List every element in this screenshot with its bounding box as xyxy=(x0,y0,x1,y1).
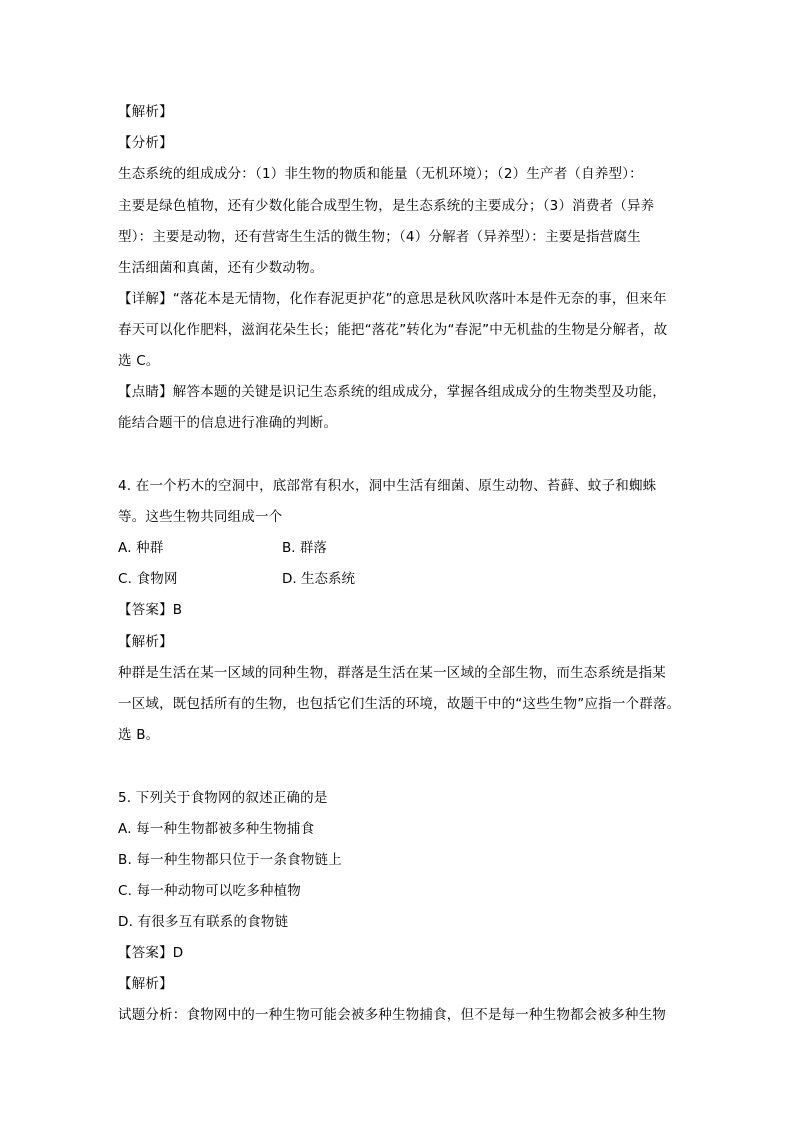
q4-option-b: B. 群落 xyxy=(282,540,327,556)
dianjing-line: 【点睛】解答本题的关键是识记生态系统的组成成分，掌握各组成成分的生物类型及功能， xyxy=(118,384,666,400)
q4-jiexi-tag: 【解析】 xyxy=(118,634,173,650)
q4-option-a: A. 种群 xyxy=(118,540,164,556)
q4-option-c: C. 食物网 xyxy=(118,571,178,587)
q5-stem: 5. 下列关于食物网的叙述正确的是 xyxy=(118,790,328,806)
q5-jiexi-line: 试题分析：食物网中的一种生物可能会被多种生物捕食，但不是每一种生物都会被多种生物 xyxy=(118,1007,666,1023)
fenxi-line: 生活细菌和真菌，还有少数动物。 xyxy=(118,260,324,276)
q5-answer: 【答案】D xyxy=(118,945,184,961)
fenxi-tag: 【分析】 xyxy=(118,135,173,151)
jiexi-tag: 【解析】 xyxy=(118,104,173,120)
dianjing-line: 能结合题干的信息进行准确的判断。 xyxy=(118,415,338,431)
fenxi-line: 生态系统的组成成分：（1）非生物的物质和能量（无机环境）；（2）生产者（自养型）： xyxy=(118,166,643,182)
xiangjie-line: 春天可以化作肥料，滋润花朵生长；能把“落花”转化为“春泥”中无机盐的生物是分解者，故 xyxy=(118,322,668,338)
xiangjie-line: 选 C。 xyxy=(118,353,160,369)
q5-option-d: D. 有很多互有联系的食物链 xyxy=(118,914,289,930)
q5-option-a: A. 每一种生物都被多种生物捕食 xyxy=(118,821,315,837)
q4-answer: 【答案】B xyxy=(118,602,183,618)
q5-jiexi-tag: 【解析】 xyxy=(118,976,173,992)
q5-option-c: C. 每一种动物可以吃多种植物 xyxy=(118,883,302,899)
q4-jiexi-line: 选 B。 xyxy=(118,727,160,743)
q5-option-b: B. 每一种生物都只位于一条食物链上 xyxy=(118,852,342,868)
fenxi-line: 型）：主要是动物，还有营寄生生活的微生物；（4）分解者（异养型）：主要是指营腐生 xyxy=(118,229,641,245)
q4-jiexi-line: 种群是生活在某一区域的同种生物，群落是生活在某一区域的全部生物，而生态系统是指某 xyxy=(118,665,666,681)
q4-jiexi-line: 一区域，既包括所有的生物，也包括它们生活的环境，故题干中的“这些生物”应指一个群落。 xyxy=(118,696,681,712)
xiangjie-line: 【详解】“落花本是无情物，化作春泥更护花”的意思是秋风吹落叶本是件无奈的事，但来年 xyxy=(118,291,667,307)
fenxi-line: 主要是绿色植物，还有少数化能合成型生物，是生态系统的主要成分；（3）消费者（异养 xyxy=(118,198,655,214)
q4-stem-line: 等。这些生物共同组成一个 xyxy=(118,509,283,525)
q4-option-d: D. 生态系统 xyxy=(282,571,355,587)
q4-stem-line: 4. 在一个朽木的空洞中，底部常有积水，洞中生活有细菌、原生动物、苔藓、蚊子和蜘蛛 xyxy=(118,478,657,494)
